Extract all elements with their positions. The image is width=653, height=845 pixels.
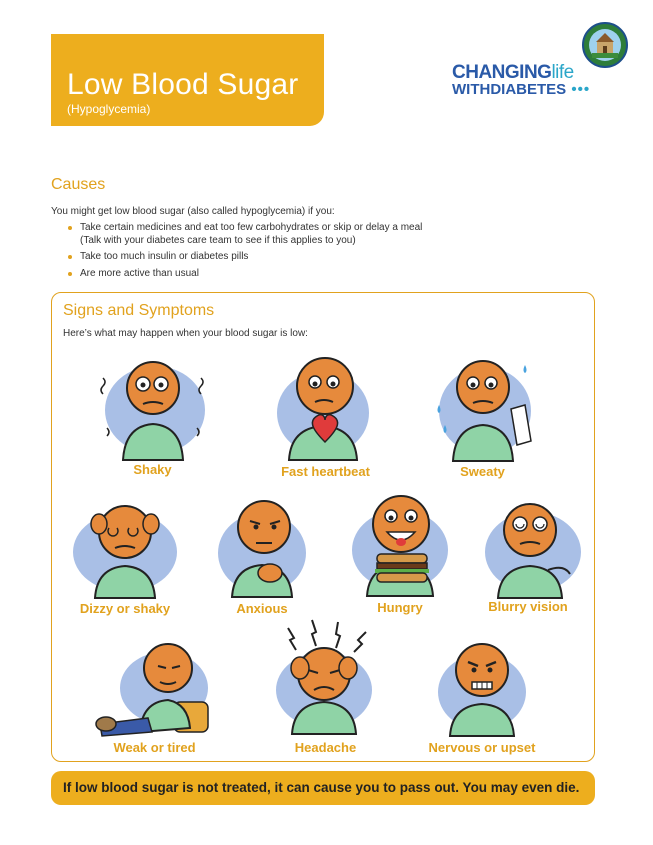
list-item: Are more active than usual (68, 268, 428, 281)
list-item: Take too much insulin or diabetes pills (68, 251, 428, 264)
symptom-label: Nervous or upset (428, 740, 536, 755)
causes-intro: You might get low blood sugar (also called hypoglycemia) if you: (51, 206, 335, 217)
causes-list (68, 222, 428, 284)
symptom-label: Headache (294, 740, 357, 755)
page-title: Low Blood Sugar (67, 68, 299, 101)
signs-intro: Here’s what may happen when your blood sugar is low: (63, 328, 308, 339)
causes-heading: Causes (51, 176, 106, 193)
logo-line-1: CHANGINGlife (452, 62, 574, 83)
warning-text: If low blood sugar is not treated, it can cause you to pass out. You may even die. (63, 780, 580, 795)
symptom-label: Dizzy or shaky (79, 601, 171, 616)
symptom-label: Sweaty (460, 464, 505, 479)
symptom-label: Blurry vision (488, 599, 568, 614)
signs-heading: Signs and Symptoms (63, 302, 215, 319)
header-banner (51, 34, 324, 126)
warning-banner (51, 771, 595, 805)
symptom-label: Anxious (236, 601, 288, 616)
list-item: Take certain medicines and eat too few carbohydrates or skip or delay a meal (Talk with your diabetes care team to see if this applies to you) (68, 222, 428, 247)
symptom-label: Weak or tired (113, 740, 196, 755)
symptom-label: Shaky (133, 462, 172, 477)
changing-life-logo (452, 62, 602, 102)
symptom-label: Fast heartbeat (281, 464, 370, 479)
page-subtitle: (Hypoglycemia) (67, 102, 151, 116)
logo-line-2: WITHDIABETES ••• (452, 81, 591, 98)
symptom-label: Hungry (377, 600, 423, 615)
